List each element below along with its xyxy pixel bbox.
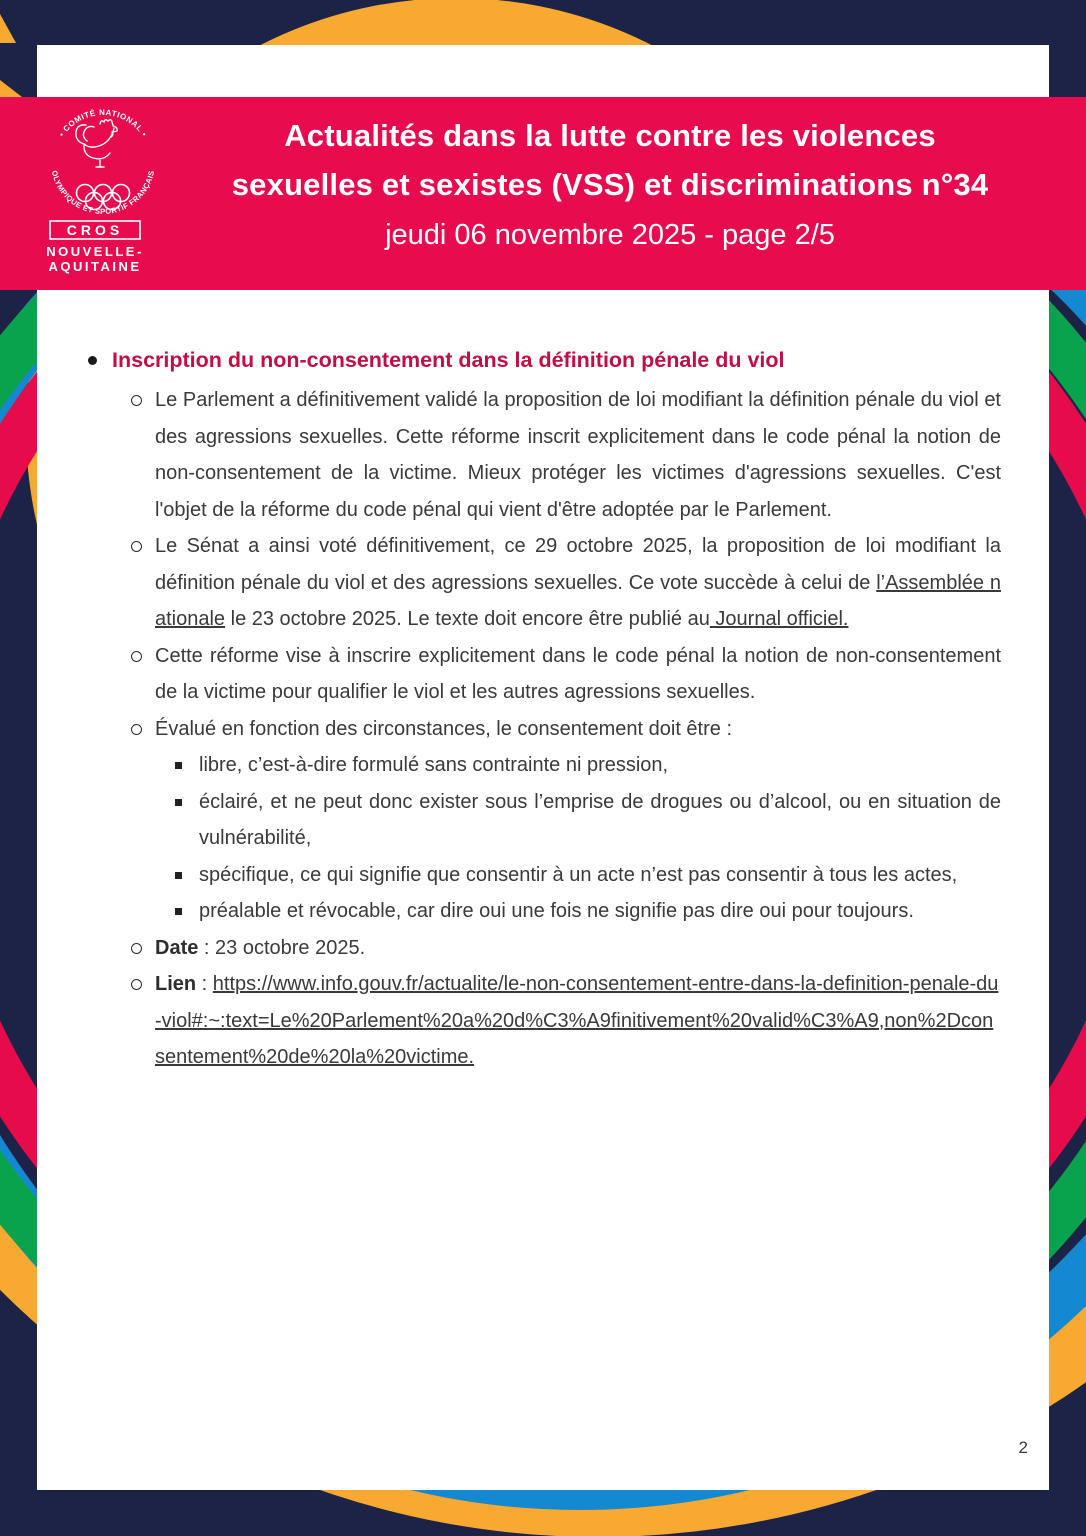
lien-separator: : bbox=[196, 973, 213, 995]
bullet-circle-icon bbox=[131, 930, 155, 967]
bullet-circle-icon bbox=[131, 528, 155, 638]
bullet-square-icon bbox=[175, 893, 199, 930]
newsletter-date-page: jeudi 06 novembre 2025 - page 2/5 bbox=[385, 219, 835, 251]
region-label-line2: AQUITAINE bbox=[48, 259, 142, 274]
journal-officiel-link[interactable]: Journal officiel. bbox=[709, 608, 849, 630]
paragraph-reforme: Cette réforme vise à inscrire explicitement dans le code pénal la notion de non-consentement de la victime pour qualifier le viol et les autres agressions sexuelles. bbox=[155, 644, 1001, 703]
header-band bbox=[0, 97, 1086, 290]
date-separator: : bbox=[198, 936, 216, 959]
rooster-icon bbox=[76, 120, 117, 167]
bullet-square-icon bbox=[175, 784, 199, 857]
date-label: Date bbox=[155, 936, 199, 959]
section-title: Inscription du non-consentement dans la définition pénale du viol bbox=[112, 348, 785, 372]
link-row bbox=[131, 966, 1001, 1076]
bullet-circle-icon bbox=[131, 638, 155, 711]
cros-label: CROS bbox=[66, 222, 124, 238]
paragraph-consentement: Évalué en fonction des circonstances, le consentement doit être : bbox=[155, 717, 733, 740]
sub-list-item bbox=[175, 747, 1001, 784]
assemblee-nationale-link[interactable]: l’Assemblée nationale bbox=[155, 571, 1001, 630]
consent-libre: libre, c’est-à-dire formulé sans contrainte ni pression, bbox=[199, 754, 669, 776]
region-label-line1: NOUVELLE- bbox=[46, 244, 144, 259]
date-row bbox=[131, 930, 1001, 967]
sub-list-item bbox=[175, 857, 1001, 894]
bullet-square-icon bbox=[175, 747, 199, 784]
list-item bbox=[131, 528, 1001, 638]
lien-line bbox=[155, 966, 1001, 1076]
newsletter-title-line2: sexuelles et sexistes (VSS) et discriminations n°34 bbox=[231, 167, 989, 202]
list-item bbox=[131, 638, 1001, 711]
logo-circle-text-bottom: OLYMPIQUE ET SPORTIF FRANÇAIS bbox=[49, 169, 157, 217]
date-value: 23 octobre 2025. bbox=[215, 936, 366, 959]
newsletter-title-block bbox=[160, 111, 1060, 258]
section-title-row bbox=[88, 342, 1001, 379]
date-line bbox=[155, 930, 1001, 967]
page-number: 2 bbox=[1018, 1438, 1028, 1457]
bullet-dot-icon bbox=[88, 342, 112, 379]
consent-prealable: préalable et révocable, car dire oui une fois ne signifie pas dire oui pour toujours. bbox=[199, 900, 914, 922]
bullet-circle-icon bbox=[131, 382, 155, 528]
list-item bbox=[131, 711, 1001, 748]
consent-eclaire: éclairé, et ne peut donc exister sous l’emprise de drogues ou d’alcool, ou en situation de vulnérabilité, bbox=[199, 790, 1001, 849]
paragraph-parlement: Le Parlement a définitivement validé la proposition de loi modifiant la définition pénale du viol et des agressions sexuelles. Cette réforme inscrit explicitement dans le code pénal la notion de non-consentement de la victime. Mieux protéger les victimes d'agressions sexuelles. C'est l'objet de la réforme du code pénal qui vient d'être adoptée par le Parlement. bbox=[155, 389, 1001, 521]
logo-circle-text-top: • COMITÉ NATIONAL • bbox=[57, 107, 149, 139]
paragraph-senat-text2: le 23 octobre 2025. Le texte doit encore être publié au bbox=[225, 608, 710, 630]
info-gouv-link[interactable]: https://www.info.gouv.fr/actualite/le-non-consentement-entre-dans-la-definition-penale-du-viol#:~:text=Le%20Parlement%20a%20d%C3%A9finitivement%20valid%C3%A9,non%2Dconsentement%20de%20la%20victime. bbox=[155, 973, 999, 1068]
consent-specifique: spécifique, ce qui signifie que consentir à un acte n’est pas consentir à tous les actes, bbox=[199, 863, 958, 886]
article-content bbox=[37, 342, 1049, 1076]
lien-label: Lien bbox=[155, 973, 197, 995]
paragraph-senat-text: Le Sénat a ainsi voté définitivement, ce 29 octobre 2025, la proposition de loi modifiant la définition pénale du viol et des agressions sexuelles. Ce vote succède à celui de bbox=[155, 535, 1001, 594]
sub-list-item bbox=[175, 784, 1001, 857]
list-item bbox=[131, 382, 1001, 528]
bullet-square-icon bbox=[175, 857, 199, 894]
bullet-circle-icon bbox=[131, 711, 155, 748]
paragraph-senat bbox=[155, 528, 1001, 638]
newsletter-title-line1: Actualités dans la lutte contre les violences bbox=[284, 118, 936, 153]
sub-list-item bbox=[175, 893, 1001, 930]
bullet-circle-icon bbox=[131, 966, 155, 1076]
